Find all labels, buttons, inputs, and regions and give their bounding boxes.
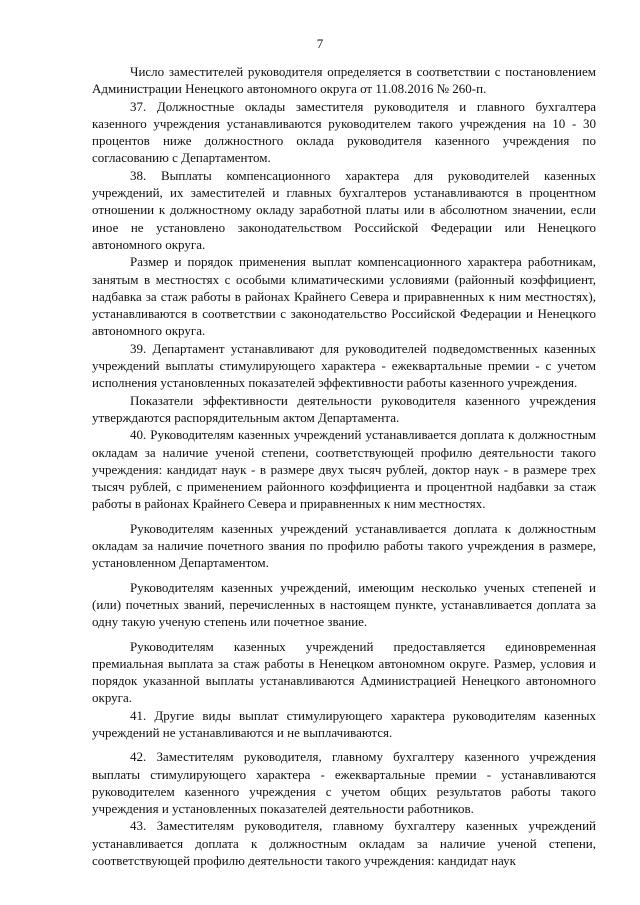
paragraph-deputies-count: Число заместителей руководителя определяется в соответствии с постановлением Администрации Ненецкого автономного округа от 11.08.2016 № 260-п. — [92, 64, 596, 97]
paragraph-40-honorary-title: Руководителям казенных учреждений устанавливается доплата к должностным окладам за наличие почетного звания по профилю работы такого учреждения в размере, установленном Департаментом. — [92, 520, 596, 571]
paragraph-40: 40. Руководителям казенных учреждений устанавливается доплата к должностным окладам за наличие ученой степени, соответствующей профилю деятельности такого учреждения: кандидат наук - в размере двух тысяч рублей, доктор наук - в размере трех тысяч рублей, с применением районного коэффициента и процентной надбавки за стаж работы в районах Крайнего Севера и приравненных к ним местностях. — [92, 427, 596, 512]
paragraph-39-indicators: Показатели эффективности деятельности руководителя казенного учреждения утверждаются распорядительным актом Департамента. — [92, 392, 596, 425]
paragraph-43: 43. Заместителям руководителя, главному бухгалтеру казенных учреждений устанавливается доплата к должностным окладам за наличие ученой степени, соответствующей профилю деятельности такого учреждения: кандидат наук — [92, 818, 596, 869]
paragraph-40-multiple-degrees: Руководителям казенных учреждений, имеющим несколько ученых степеней и (или) почетных званий, перечисленных в настоящем пункте, устанавливается доплата за одну такую ученую степень или почетное звание. — [92, 579, 596, 630]
paragraph-38-compensation: Размер и порядок применения выплат компенсационного характера работникам, занятым в местностях с особыми климатическими условиями (районный коэффициент, надбавка за стаж работы в районах Крайнего Севера и приравненных к ним местностях), устанавливаются в соответствии с законодательство Российской Федерации и Ненецкого автономного округа. — [92, 254, 596, 339]
page-number: 7 — [316, 36, 324, 51]
paragraph-41: 41. Другие виды выплат стимулирующего характера руководителям казенных учреждений не устанавливаются и не выплачиваются. — [92, 707, 596, 740]
document-body — [92, 63, 596, 869]
paragraph-40-one-time-bonus: Руководителям казенных учреждений предоставляется единовременная премиальная выплата за стаж работы в Ненецком автономном округе. Размер, условия и порядок указанной выплаты устанавливаются Администрацией Ненецкого автономного округа. — [92, 638, 596, 706]
paragraph-39: 39. Департамент устанавливают для руководителей подведомственных казенных учреждений выплаты стимулирующего характера - ежеквартальные премии - с учетом исполнения установленных показателей эффективности работы казенного учреждения. — [92, 340, 596, 391]
paragraph-38: 38. Выплаты компенсационного характера для руководителей казенных учреждений, их заместителей и главных бухгалтеров устанавливаются в процентном отношении к должностному окладу заработной платы или в абсолютном значении, если иное не установлено законодательством Российской Федерации или Ненецкого автономного округа. — [92, 167, 596, 252]
paragraph-37: 37. Должностные оклады заместителя руководителя и главного бухгалтера казенного учреждения устанавливаются руководителем такого учреждения на 10 - 30 процентов ниже должностного оклада руководителя казенного учреждения по согласованию с Департаментом. — [92, 98, 596, 166]
paragraph-42: 42. Заместителям руководителя, главному бухгалтеру казенного учреждения выплаты стимулирующего характера - ежеквартальные премии - устанавливаются руководителем казенного учреждения с учетом общих результатов работы такого учреждения и установленных показателей деятельности работников. — [92, 749, 596, 817]
